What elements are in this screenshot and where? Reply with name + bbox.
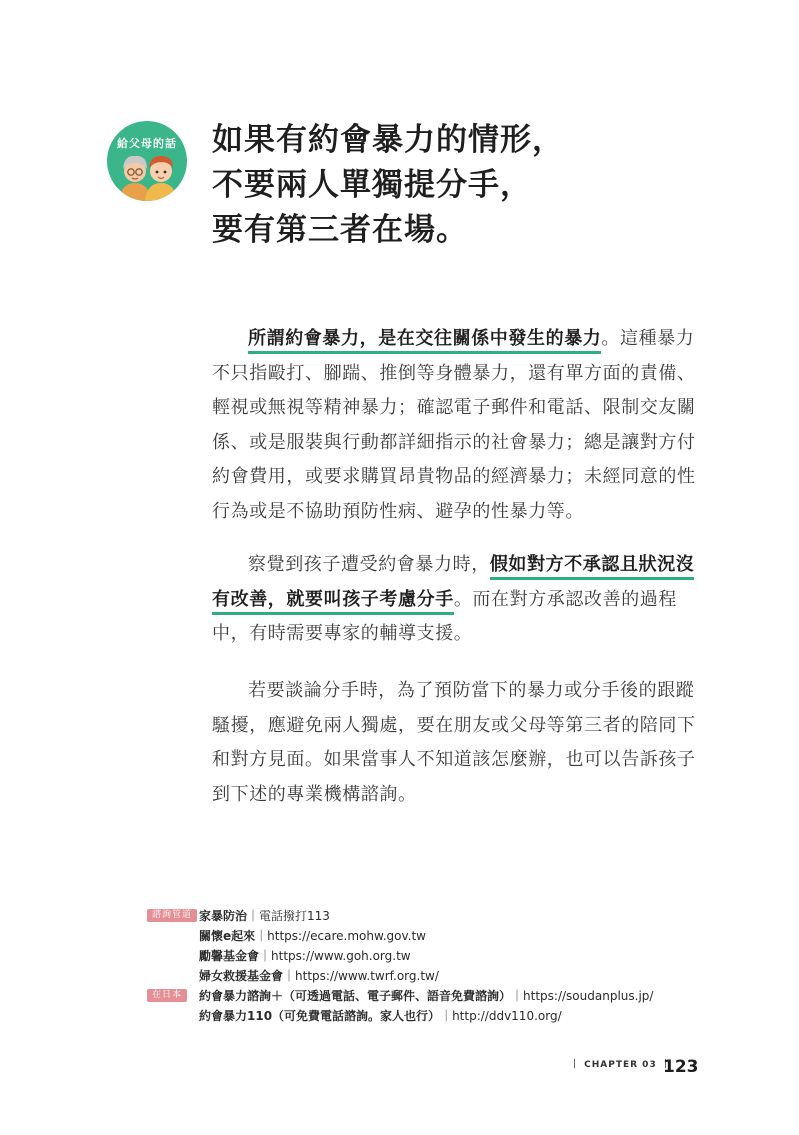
title-line-1: 如果有約會暴力的情形，	[212, 122, 564, 158]
text-line: 不只指毆打、腳踹、推倒等身體暴力，還有單方面的責備、	[212, 362, 696, 384]
page-number: 123	[663, 1057, 699, 1077]
title-line-2: 不要兩人單獨提分手，	[212, 167, 532, 203]
resource-item	[147, 986, 653, 1006]
resource-item	[147, 926, 653, 946]
resources-list	[147, 906, 653, 1026]
text-span: 察覺到孩子遭受約會暴力時，	[248, 554, 490, 575]
resource-name: 婦女救援基金會	[199, 969, 284, 983]
page-title	[212, 118, 564, 253]
text-line: 騷擾，應避免兩人獨處，要在朋友或父母等第三者的陪同下	[212, 714, 696, 736]
separator: ｜	[247, 909, 260, 923]
text-line: 約會費用，或要求購買昂貴物品的經濟暴力；未經同意的性	[212, 466, 696, 487]
resource-name: 約會暴力諮詢＋（可透過電話、電子郵件、語音免費諮詢）	[199, 989, 512, 1003]
text-line: 和對方見面。如果當事人不知道該怎麼辦，也可以告訴孩子	[212, 749, 696, 770]
resource-item	[147, 966, 653, 986]
resource-item	[147, 946, 653, 966]
resource-link: https://www.goh.org.tw	[271, 949, 411, 963]
highlight-advice: 有改善，就要叫孩子考慮分手	[212, 589, 454, 615]
tag-consult: 諮詢管道	[147, 909, 197, 922]
paragraph-3	[212, 674, 722, 812]
text-span: 。而在對方承認改善的過程	[453, 588, 678, 610]
title-line-3: 要有第三者在場。	[212, 212, 468, 248]
resource-link: http://ddv110.org/	[452, 1009, 562, 1023]
paragraph-1	[212, 322, 722, 529]
resource-info: 電話撥打113	[259, 909, 330, 923]
resource-name: 約會暴力110（可免費電話諮詢。家人也行）	[199, 1009, 441, 1023]
text-line: 係、或是服裝與行動都詳細指示的社會暴力；總是讓對方付	[212, 431, 696, 453]
resource-name: 關懷e起來	[199, 929, 256, 943]
text-line: 行為或是不協助預防性病、避孕的性暴力等。	[212, 500, 584, 522]
text-line: 若要談論分手時，為了預防當下的暴力或分手後的跟蹤	[248, 680, 695, 701]
resource-link: https://soudanplus.jp/	[523, 989, 654, 1003]
separator: ｜	[440, 1009, 453, 1023]
tag-japan: 在日本	[147, 989, 187, 1002]
resource-name: 勵馨基金會	[199, 949, 260, 963]
parents-illustration-icon	[107, 121, 187, 201]
parents-badge	[107, 121, 187, 201]
resource-item	[147, 906, 653, 926]
separator: ｜	[511, 989, 524, 1003]
text-line: 中，有時需要專家的輔導支援。	[212, 623, 473, 644]
text-span: 。這種暴力	[601, 328, 695, 349]
resource-item	[147, 1006, 653, 1026]
resource-link: https://ecare.mohw.gov.tw	[267, 929, 426, 943]
chapter-label: ｜ CHAPTER 03 ｜	[570, 1060, 671, 1070]
separator: ｜	[259, 949, 272, 963]
highlight-advice: 假如對方不承認且狀況沒	[490, 554, 695, 580]
highlight-definition: 所謂約會暴力，是在交往關係中發生的暴力	[248, 328, 601, 354]
separator: ｜	[283, 969, 296, 983]
text-line: 到下述的專業機構諮詢。	[212, 783, 417, 805]
badge-label: 給父母的話	[117, 137, 177, 150]
separator: ｜	[255, 929, 268, 943]
text-line: 輕視或無視等精神暴力；確認電子郵件和電話、限制交友關	[212, 397, 696, 418]
resource-name: 家暴防治	[199, 909, 248, 923]
resource-link: https://www.twrf.org.tw/	[295, 969, 439, 983]
paragraph-2	[212, 548, 722, 652]
